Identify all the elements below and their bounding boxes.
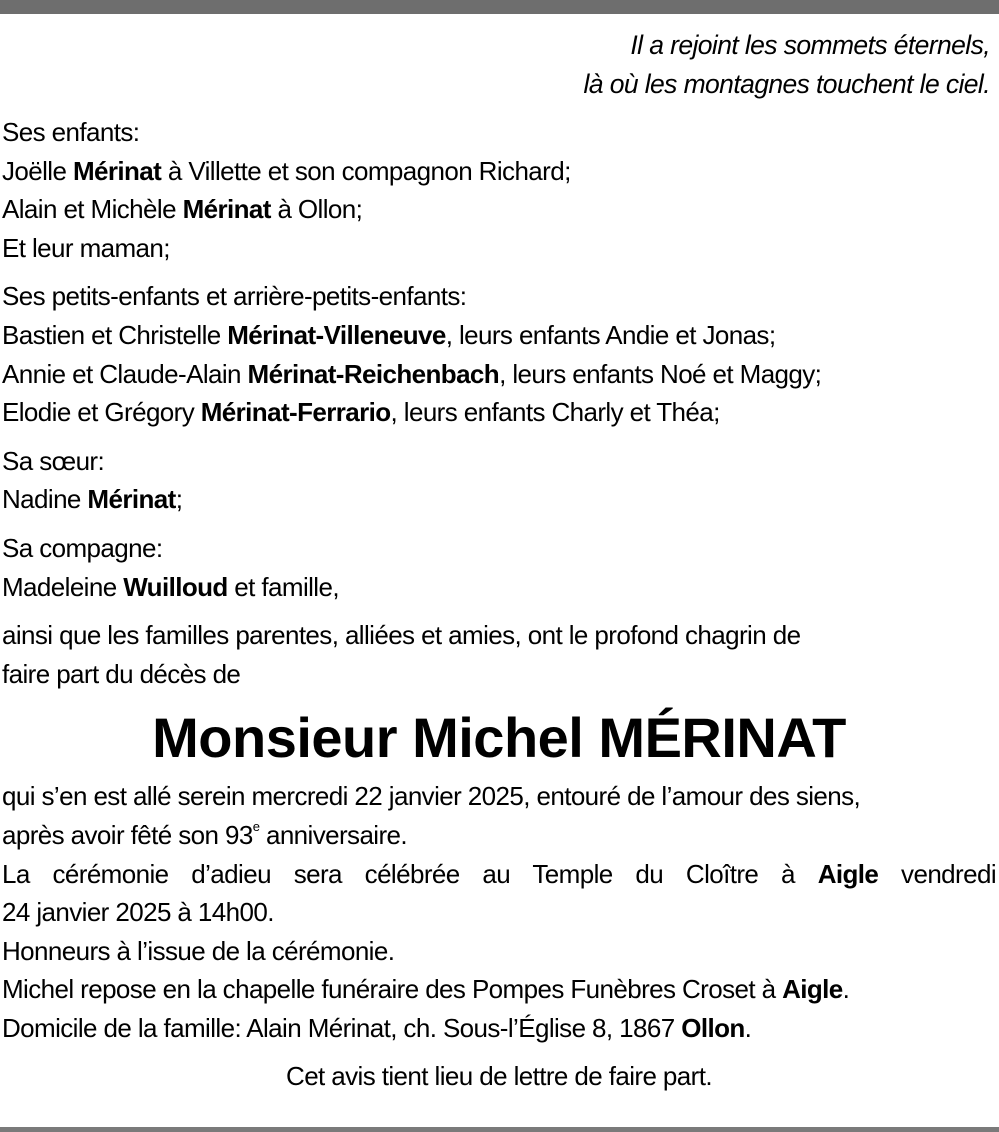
family-line: Elodie et Grégory Mérinat-Ferrario, leurs enfants Charly et Théa;	[2, 397, 720, 428]
detail-line: qui s’en est allé serein mercredi 22 janvier 2025, entouré de l’amour des siens,	[2, 781, 861, 812]
section-heading: Sa compagne:	[2, 532, 163, 563]
bottom-rule	[0, 1127, 999, 1132]
family-line: Nadine Mérinat;	[2, 484, 183, 515]
details-section	[2, 777, 996, 1047]
detail-line: 24 janvier 2025 à 14h00.	[2, 897, 274, 928]
family-line: Et leur maman;	[2, 232, 170, 263]
detail-line: Domicile de la famille: Alain Mérinat, ch. Sous-l’Église 8, 1867 Ollon.	[2, 1012, 752, 1043]
announcement-line: faire part du décès de	[2, 658, 241, 689]
family-line: Alain et Michèle Mérinat à Ollon;	[2, 194, 363, 225]
detail-line: Honneurs à l’issue de la cérémonie.	[2, 935, 395, 966]
detail-line: après avoir fêté son 93e anniversaire.	[2, 818, 408, 850]
family-line: Madeleine Wuilloud et famille,	[2, 571, 339, 602]
section-heading: Sa sœur:	[2, 445, 105, 476]
family-line: Joëlle Mérinat à Villette et son compagnon Richard;	[2, 155, 571, 186]
partner-section	[2, 529, 996, 606]
epigraph	[2, 26, 996, 103]
epigraph-line: Il a rejoint les sommets éternels,	[630, 30, 990, 60]
sister-section	[2, 442, 996, 519]
families-announcement	[2, 616, 996, 693]
epigraph-line: là où les montagnes touchent le ciel.	[583, 68, 990, 99]
grandchildren-section	[2, 277, 996, 431]
section-heading: Ses petits-enfants et arrière-petits-enfants:	[2, 281, 467, 312]
detail-line: La cérémonie d’adieu sera célébrée au Temple du Cloître à Aigle vendredi	[2, 858, 996, 889]
closing-note: Cet avis tient lieu de lettre de faire part.	[286, 1061, 712, 1092]
obituary-notice	[2, 26, 996, 1096]
children-section	[2, 113, 996, 267]
top-rule	[0, 0, 999, 14]
section-heading: Ses enfants:	[2, 117, 140, 147]
detail-line: Michel repose en la chapelle funéraire des Pompes Funèbres Croset à Aigle.	[2, 974, 850, 1005]
announcement-line: ainsi que les familles parentes, alliées et amies, ont le profond chagrin de	[2, 620, 801, 651]
family-line: Annie et Claude-Alain Mérinat-Reichenbach, leurs enfants Noé et Maggy;	[2, 358, 822, 389]
family-line: Bastien et Christelle Mérinat-Villeneuve, leurs enfants Andie et Jonas;	[2, 319, 776, 350]
deceased-name: Monsieur Michel MÉRINAT	[152, 706, 846, 770]
